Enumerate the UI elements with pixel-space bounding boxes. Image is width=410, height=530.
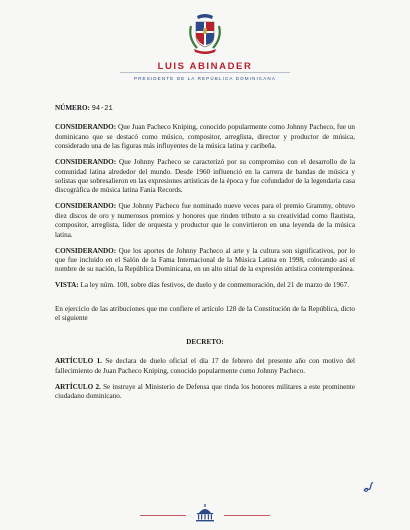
- vista-text: La ley núm. 108, sobre días festivos, de duelo y de conmemoración, del 21 de marzo de 1967.: [80, 281, 349, 290]
- coat-of-arms-icon: [185, 12, 225, 56]
- article-text: Se instruye al Ministerio de Defensa que rinda los honores militares a este prominente ciudadano dominicano.: [55, 382, 355, 400]
- decree-body: [55, 104, 355, 408]
- considerando-text: Que Johnny Pacheco se caracterizó por su compromiso con el desarrollo de la comunidad latina alrededor del mundo. Desde 1960 influenció en la carrera de bandas de música y solistas que sobresalieron en las expresiones artísticas de la época y fue cofundador de la legendaria casa discográfica de música latina Fania Records.: [55, 158, 355, 195]
- considerando-label: CONSIDERANDO:: [55, 246, 117, 255]
- president-title: PRESIDENTE DE LA REPÚBLICA DOMINICANA: [133, 76, 277, 81]
- national-palace-icon: [192, 504, 218, 522]
- considerando-paragraph: [55, 123, 355, 151]
- article-paragraph: [55, 357, 355, 376]
- considerando-label: CONSIDERANDO:: [55, 158, 117, 167]
- considerando-paragraph: [55, 202, 355, 240]
- article-label: ARTÍCULO 1.: [55, 357, 102, 366]
- letterhead-divider: [120, 72, 290, 73]
- considerando-text: Que los aportes de Johnny Pacheco al arte y la cultura son significativos, por lo que fue incluido en el Salón de la Fama Internacional de la Música Latina en 1998, colocando así el nombre de su nación, la República Dominicana, en un alto sitial de la expresión artística contemporánea.: [55, 246, 355, 274]
- decreto-heading: DECRETO:: [186, 337, 224, 346]
- president-name: LUIS ABINADER: [157, 61, 253, 72]
- considerando-paragraph: [55, 158, 355, 196]
- initial-mark-icon: [362, 480, 374, 492]
- vista-label: VISTA:: [55, 281, 79, 290]
- attributions-paragraph: En ejercicio de las atribuciones que me confiere el artículo 128 de la Constitución de la República, dicto el siguiente: [55, 304, 355, 323]
- footer-rule-left: [140, 515, 186, 516]
- considerando-label: CONSIDERANDO:: [55, 202, 117, 211]
- decree-number: [55, 104, 355, 114]
- considerando-text: Que Juan Pacheco Kniping, conocido popularmente como Johnny Pacheco, fue un dominicano que se destacó como músico, compositor, arreglista, director y productor de música, considerado una de las figuras más influyentes de la música latina y caribeña.: [55, 123, 356, 151]
- number-label: NÚMERO:: [55, 104, 90, 112]
- vista-paragraph: [55, 281, 355, 290]
- article-text: Se declara de duelo oficial el día 17 de febrero del presente año con motivo del fallecimiento de Juan Pacheco Kniping, conocido popularmente como Johnny Pacheco.: [55, 357, 355, 375]
- article-paragraph: [55, 383, 355, 402]
- article-label: ARTÍCULO 2.: [55, 382, 101, 391]
- number-value: 94-21: [91, 105, 113, 113]
- footer-rule-right: [224, 515, 270, 516]
- considerando-text: Que Johnny Pacheco fue nominado nueve veces para el premio Grammy, obtuvo diez discos de oro y numerosos premios y honores que rinden tributo a su creatividad como flautista, compositor, arreglista, líder de orquesta y productor que le convirtieron en una leyenda de la música latina.: [55, 202, 355, 239]
- considerando-label: CONSIDERANDO:: [55, 123, 117, 132]
- considerando-paragraph: [55, 247, 355, 275]
